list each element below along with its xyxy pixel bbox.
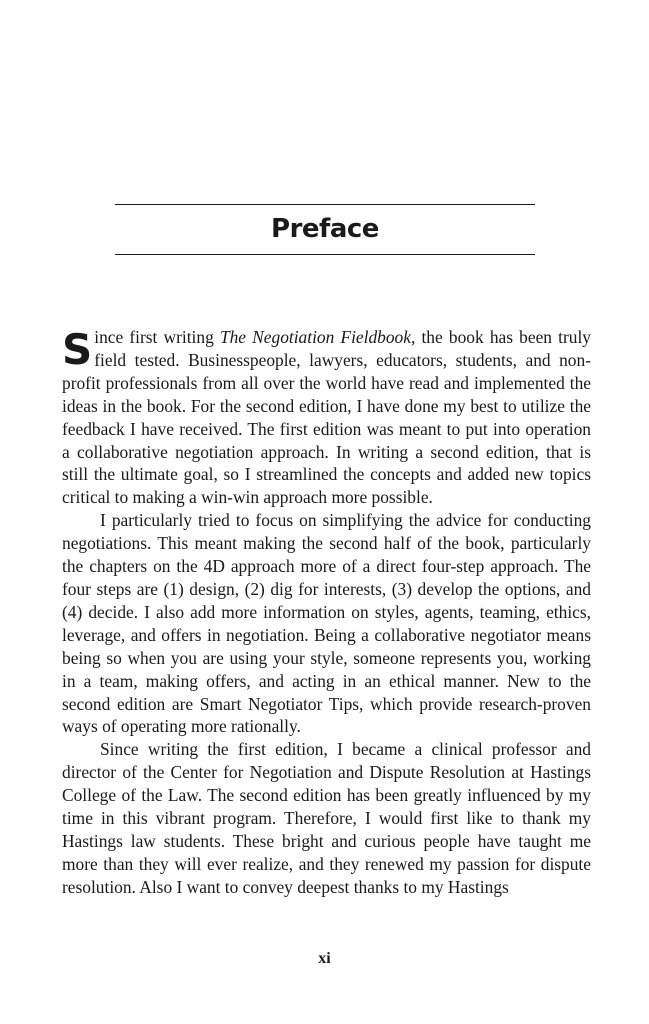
paragraph-1-rest: , the book has been truly field tested. Businesspeople, lawyers, educators, students, and nonprofit professionals from all over the world have read and implemented the ideas in the book. For the second edition, I have done my best to utilize the feedback I have received. The first edition was meant to put into operation a collaborative negotiation approach. In writing a second edition, that is still the ultimate goal, so I streamlined the concepts and added new topics critical to making a win-win approach more possible.	[62, 327, 591, 508]
page-number: xi	[318, 950, 331, 967]
title-rule-bottom	[115, 254, 535, 255]
paragraph-1	[62, 326, 591, 509]
title-rule-top	[115, 204, 535, 205]
book-title: The Negotiation Fieldbook	[219, 327, 411, 347]
chapter-title: Preface	[271, 214, 379, 244]
paragraph-3: Since writing the first edition, I became a clinical professor and director of the Center for Negotiation and Dispute Resolution at Hastings College of the Law. The second edition has been greatly influenced by my time in this vibrant program. Therefore, I would first like to thank my Hastings law students. These bright and curious people have taught me more than they will ever realize, and they renewed my passion for dispute resolution. Also I want to convey deepest thanks to my Hastings	[62, 739, 591, 897]
drop-cap: S	[62, 325, 93, 374]
body-text	[62, 326, 591, 899]
paragraph-1-lead: ince first writing	[94, 327, 220, 347]
paragraph-2: I particularly tried to focus on simplifying the advice for conducting negotiations. This meant making the second half of the book, particularly the chapters on the 4D approach more of a direct four-step approach. The four steps are (1) design, (2) dig for interests, (3) develop the options, and (4) decide. I also add more information on styles, agents, teaming, ethics, leverage, and offers in negotiation. Being a collaborative negotiator means being so when you are using your style, someone represents you, working in a team, making offers, and acting in an ethical manner. New to the second edition are Smart Negotiator Tips, which provide research-proven ways of operating more rationally.	[62, 510, 591, 737]
